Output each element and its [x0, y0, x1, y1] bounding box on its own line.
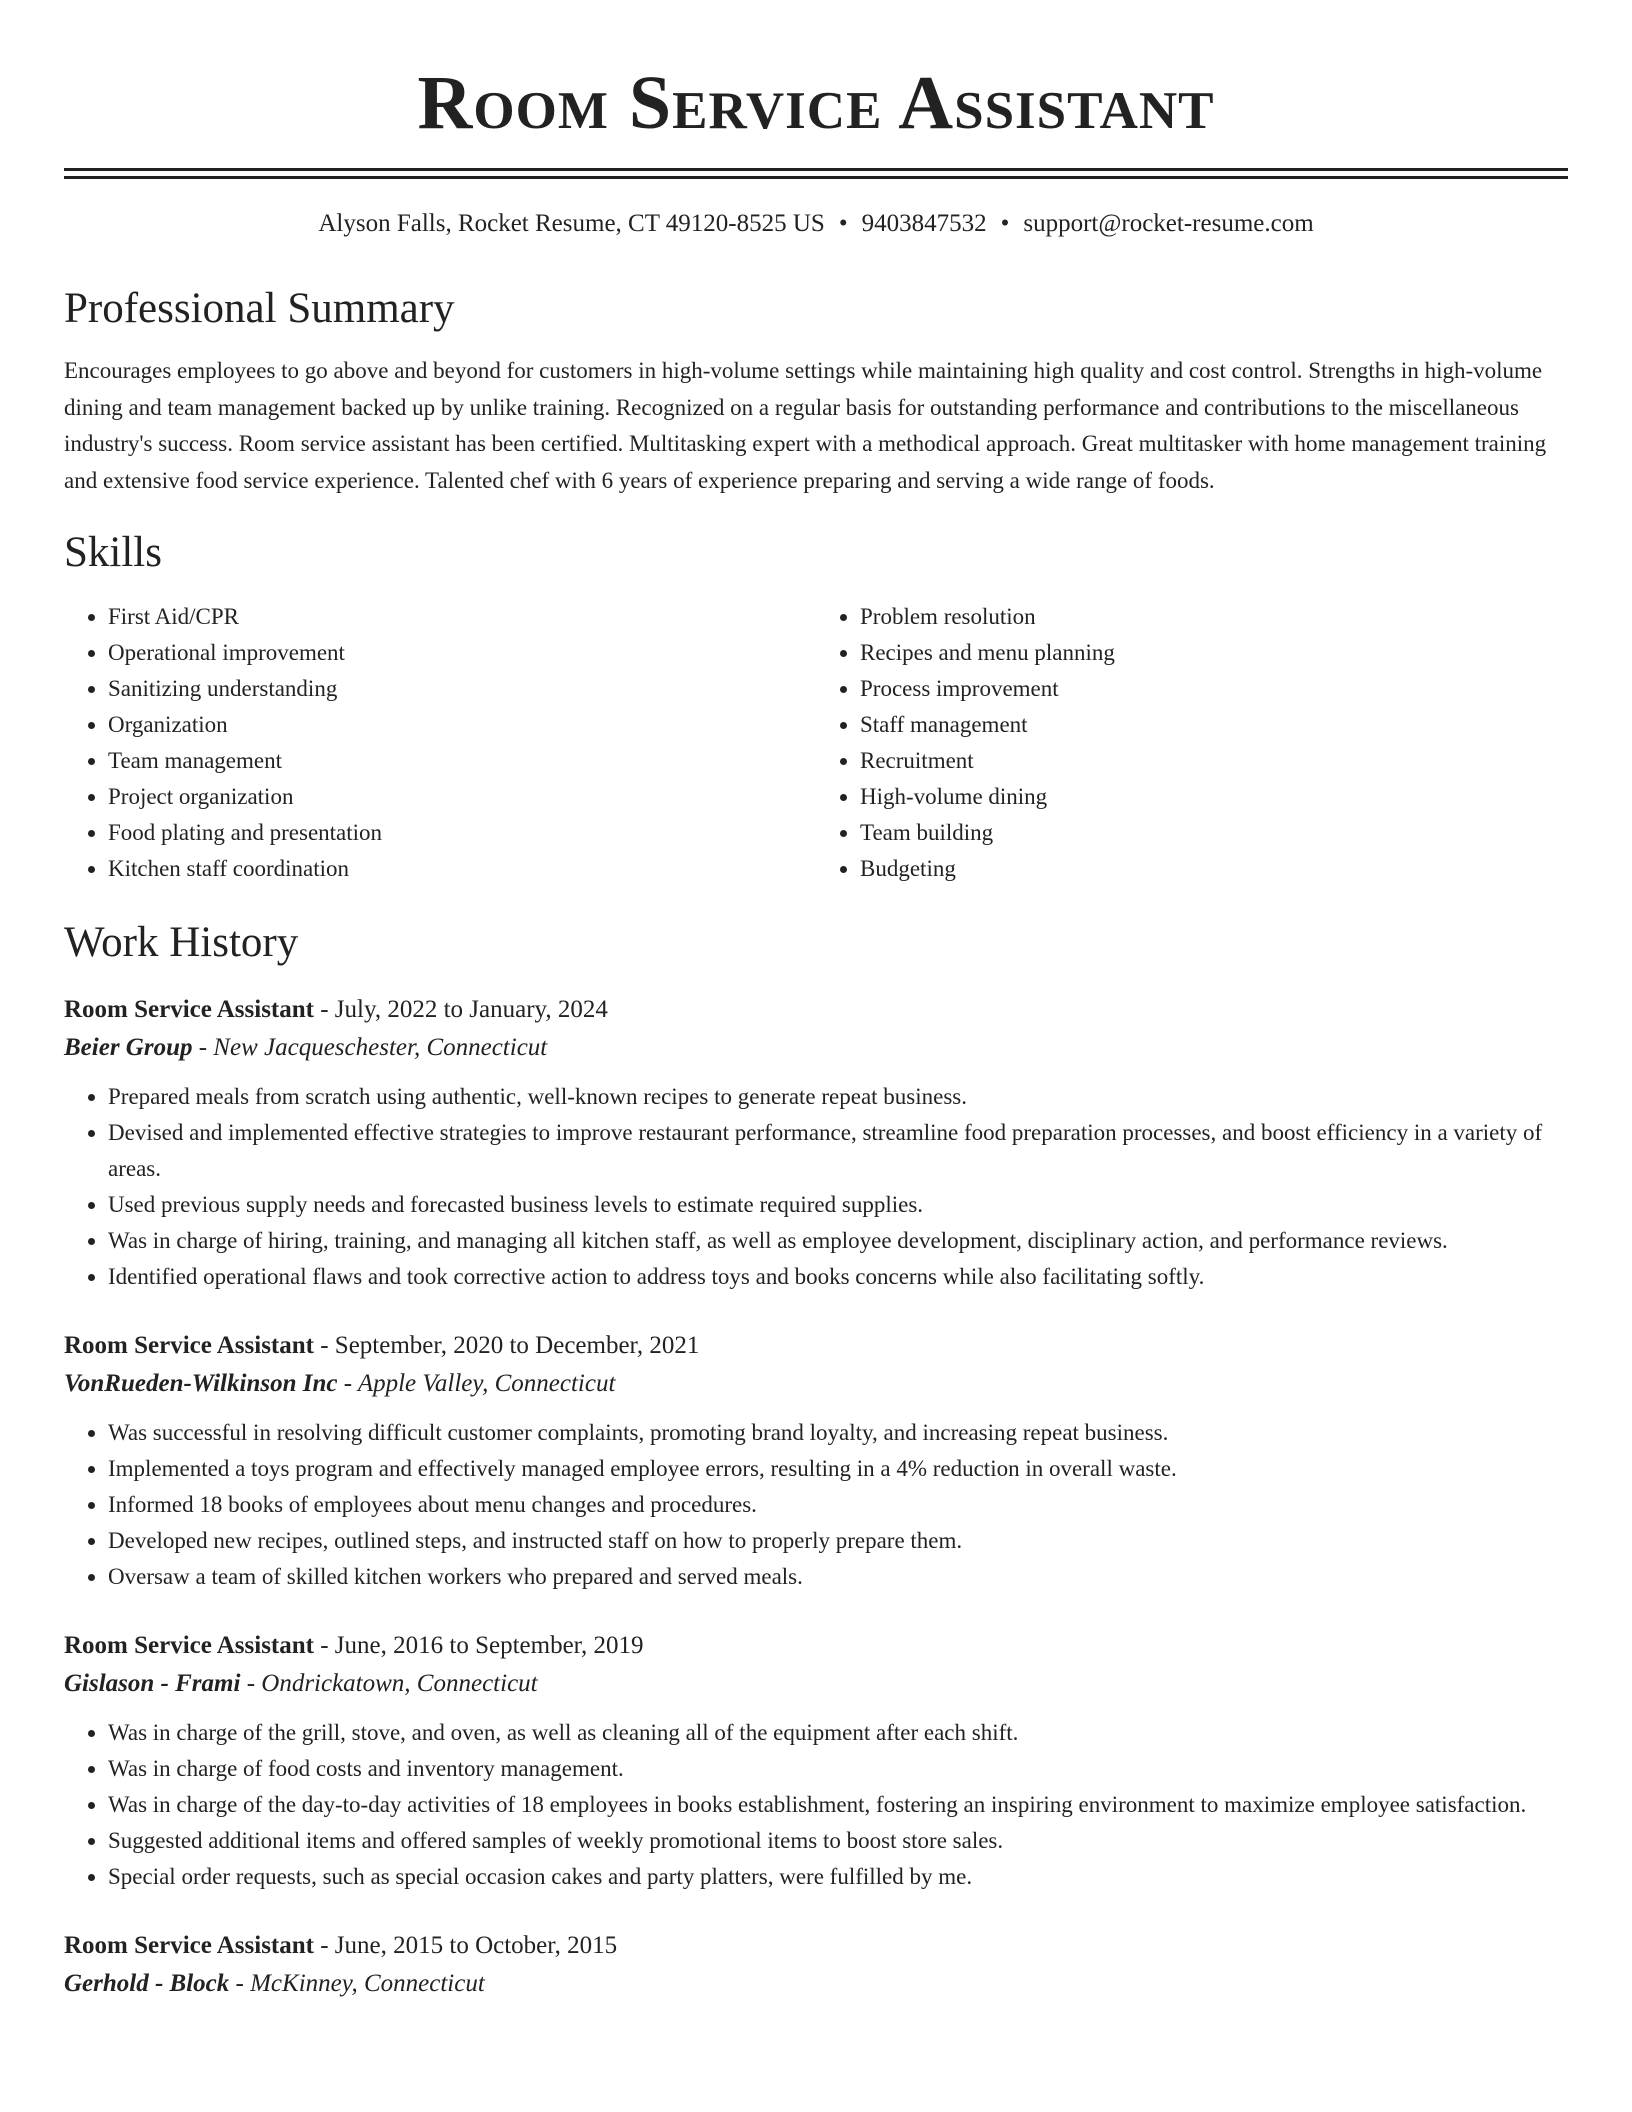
summary-heading: Professional Summary	[64, 285, 455, 332]
job-bullet: • Was in charge of the grill, stove, and oven, as well as cleaning all of the equipment after each shift.	[108, 1715, 1568, 1751]
job-title: Room Service Assistant	[64, 1632, 314, 1659]
skill-item: • Kitchen staff coordination	[108, 851, 816, 887]
job-location: - New Jacqueschester, Connecticut	[192, 1034, 548, 1061]
job-title: Room Service Assistant	[64, 1332, 314, 1359]
skill-item: • Food plating and presentation	[108, 815, 816, 851]
job-header	[64, 1627, 1568, 1665]
skill-item: • High-volume dining	[860, 779, 1568, 815]
job-bullet: • Informed 18 books of employees about menu changes and procedures.	[108, 1487, 1568, 1523]
job-bullet: • Implemented a toys program and effectively managed employee errors, resulting in a 4% reduction in overall waste.	[108, 1451, 1568, 1487]
job-company-line	[64, 1965, 1568, 2003]
job-location: - Apple Valley, Connecticut	[337, 1370, 616, 1397]
job-dates: - July, 2022 to January, 2024	[313, 996, 608, 1023]
contact-email: support@rocket-resume.com	[1023, 210, 1314, 237]
job-bullet: • Identified operational flaws and took corrective action to address toys and books concerns while also facilitating softly.	[108, 1259, 1568, 1295]
job-location: - Ondrickatown, Connecticut	[240, 1670, 538, 1697]
job-title: Room Service Assistant	[64, 996, 314, 1023]
summary-text: Encourages employees to go above and beyond for customers in high-volume settings while maintaining high quality and cost control. Strengths in high-volume dining and team management backed up by unlike training. Recognized on a regular basis for outstanding performance and contributions to the miscellaneous industry's success. Room service assistant has been certified. Multitasking expert with a methodical approach. Great multitasker with home management training and extensive food service experience. Talented chef with 6 years of experience preparing and serving a wide range of foods.	[64, 358, 1547, 493]
job-dates: - June, 2016 to September, 2019	[313, 1632, 644, 1659]
title-divider-top	[64, 168, 1568, 171]
work-history-heading: Work History	[64, 919, 299, 966]
job-title: Room Service Assistant	[64, 1932, 314, 1959]
skill-item: • Recipes and menu planning	[860, 635, 1568, 671]
skills-heading: Skills	[64, 529, 162, 576]
job-company: Gislason - Frami	[64, 1670, 241, 1697]
job-bullet: • Developed new recipes, outlined steps, and instructed staff on how to properly prepare them.	[108, 1523, 1568, 1559]
job-bullet: • Devised and implemented effective strategies to improve restaurant performance, streamline food preparation processes, and boost efficiency in a variety of areas.	[108, 1115, 1568, 1187]
job-dates: - September, 2020 to December, 2021	[313, 1332, 700, 1359]
job-header	[64, 1327, 1568, 1365]
job-entry	[64, 1327, 1568, 1595]
job-bullet: • Was successful in resolving difficult customer complaints, promoting brand loyalty, and increasing repeat business.	[108, 1415, 1568, 1451]
job-bullet: • Was in charge of the day-to-day activities of 18 employees in books establishment, fostering an inspiring environment to maximize employee satisfaction.	[108, 1787, 1568, 1823]
job-company-line	[64, 1665, 1568, 1703]
skill-item: • Sanitizing understanding	[108, 671, 816, 707]
job-bullets	[64, 1079, 1568, 1295]
skill-item: • Recruitment	[860, 743, 1568, 779]
resume-title: Room Service Assistant	[417, 61, 1215, 145]
job-entry	[64, 1627, 1568, 1895]
title-divider-bottom	[64, 176, 1568, 179]
skill-item: • Project organization	[108, 779, 816, 815]
job-company: Beier Group	[64, 1034, 193, 1061]
skill-item: • Operational improvement	[108, 635, 816, 671]
skills-columns	[64, 599, 1568, 887]
contact-separator: •	[838, 210, 848, 237]
skill-item: • First Aid/CPR	[108, 599, 816, 635]
skill-item: • Team management	[108, 743, 816, 779]
skill-item: • Team building	[860, 815, 1568, 851]
contact-separator: •	[1000, 210, 1010, 237]
job-dates: - June, 2015 to October, 2015	[313, 1932, 618, 1959]
job-bullet: • Suggested additional items and offered samples of weekly promotional items to boost store sales.	[108, 1823, 1568, 1859]
skill-item: • Budgeting	[860, 851, 1568, 887]
contact-phone: 9403847532	[861, 210, 987, 237]
job-company: VonRueden-Wilkinson Inc	[64, 1370, 338, 1397]
job-company-line	[64, 1029, 1568, 1067]
job-bullets	[64, 1715, 1568, 1895]
job-entry	[64, 991, 1568, 1295]
job-bullet: • Special order requests, such as special occasion cakes and party platters, were fulfilled by me.	[108, 1859, 1568, 1895]
skill-item: • Organization	[108, 707, 816, 743]
job-bullets	[64, 1415, 1568, 1595]
job-bullet: • Was in charge of food costs and inventory management.	[108, 1751, 1568, 1787]
job-bullet: • Prepared meals from scratch using authentic, well-known recipes to generate repeat business.	[108, 1079, 1568, 1115]
skill-item: • Process improvement	[860, 671, 1568, 707]
job-company: Gerhold - Block	[64, 1970, 230, 1997]
job-location: - McKinney, Connecticut	[229, 1970, 485, 1997]
job-bullet: • Oversaw a team of skilled kitchen workers who prepared and served meals.	[108, 1559, 1568, 1595]
job-entry	[64, 1927, 1568, 2003]
job-header	[64, 1927, 1568, 1965]
skills-list-right	[816, 599, 1568, 887]
job-bullet: • Was in charge of hiring, training, and managing all kitchen staff, as well as employee development, disciplinary action, and performance reviews.	[108, 1223, 1568, 1259]
job-bullet: • Used previous supply needs and forecasted business levels to estimate required supplies.	[108, 1187, 1568, 1223]
skill-item: • Problem resolution	[860, 599, 1568, 635]
skills-list-left	[64, 599, 816, 887]
contact-address: Alyson Falls, Rocket Resume, CT 49120-8525 US	[318, 210, 825, 237]
job-header	[64, 991, 1568, 1029]
skill-item: • Staff management	[860, 707, 1568, 743]
contact-line	[64, 209, 1568, 239]
job-company-line	[64, 1365, 1568, 1403]
